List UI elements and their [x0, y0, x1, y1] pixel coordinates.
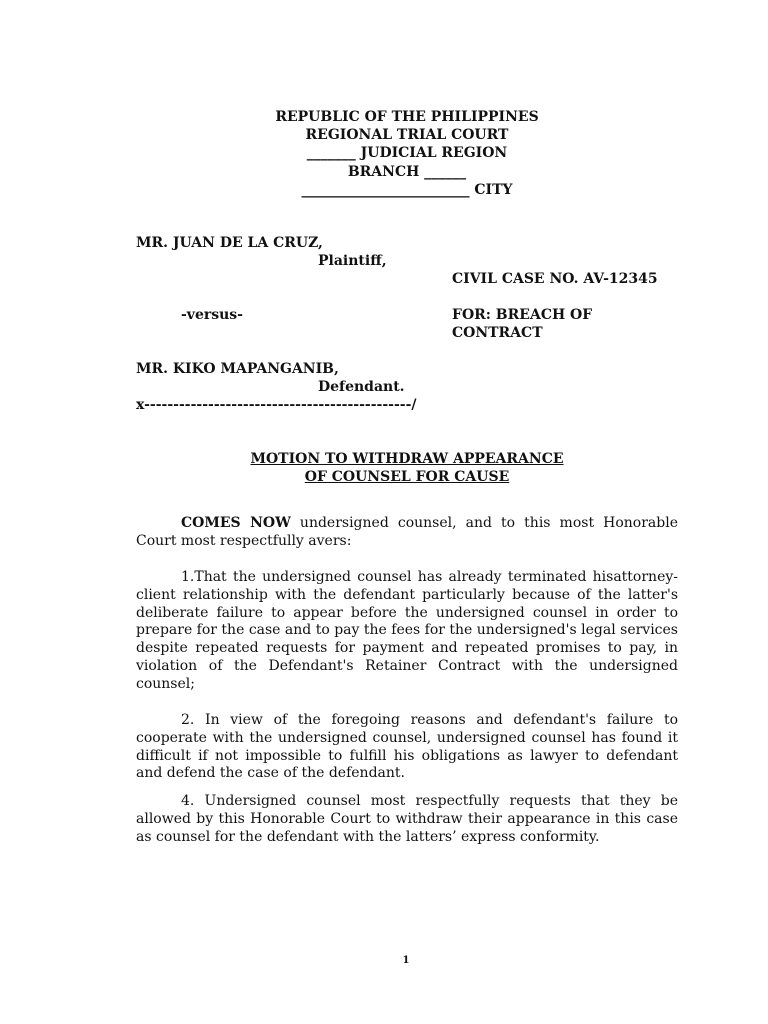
paragraph-1-text: 1.That the undersigned counsel has already terminated hisattorney-client relationship with the defendant particularly because of the latter's deliberate failure to appear before the undersigned counsel in order to prepare for the case and to pay the fees for the undersigned's legal services despite repeated requests for payment and repeated promises to pay, in violation of the Defendant's Retainer Contract with the undersigned counsel; — [136, 569, 678, 692]
header-republic: REPUBLIC OF THE PHILIPPINES — [275, 109, 539, 125]
paragraph-2-text: 2. In view of the foregoing reasons and defendant's failure to cooperate with the undersigned counsel, undersigned counsel has found it difficult if not impossible to fulfill his obligations as lawyer to defendant and defend the case of the defendant. — [136, 712, 678, 782]
caption-separator: x----------------------------------------------/ — [136, 397, 417, 413]
case-nature-line2: CONTRACT — [452, 325, 543, 341]
motion-title-line2: OF COUNSEL FOR CAUSE — [304, 469, 510, 485]
paragraph-2 — [136, 712, 678, 783]
page-number: 1 — [402, 955, 410, 966]
paragraph-4 — [136, 793, 678, 846]
plaintiff-role: Plaintiff, — [318, 253, 387, 269]
paragraph-1 — [136, 569, 678, 694]
header-judicial-region: _______ JUDICIAL REGION — [306, 145, 508, 162]
plaintiff-name: MR. JUAN DE LA CRUZ, — [136, 235, 323, 251]
intro-bold-text: COMES NOW — [181, 515, 291, 531]
defendant-role: Defendant. — [318, 379, 405, 395]
header-city: ________________________ CITY — [301, 181, 513, 198]
motion-title-line1: MOTION TO WITHDRAW APPEARANCE — [250, 451, 564, 467]
versus-label: -versus- — [181, 307, 243, 323]
intro-paragraph — [136, 515, 678, 551]
case-nature-line1: FOR: BREACH OF — [452, 307, 593, 323]
paragraph-4-text: 4. Undersigned counsel most respectfully requests that they be allowed by this Honorable Court to withdraw their appearance in this case as counsel for the defendant with the latters’ express conformity. — [136, 793, 678, 845]
case-number: CIVIL CASE NO. AV-12345 — [452, 271, 658, 287]
court-header — [0, 108, 768, 199]
header-court: REGIONAL TRIAL COURT — [305, 127, 509, 144]
header-branch: BRANCH ______ — [347, 163, 467, 180]
defendant-name: MR. KIKO MAPANGANIB, — [136, 361, 339, 377]
intro-text: undersigned counsel, and to this most Honorable Court most respectfully avers: — [136, 515, 678, 549]
